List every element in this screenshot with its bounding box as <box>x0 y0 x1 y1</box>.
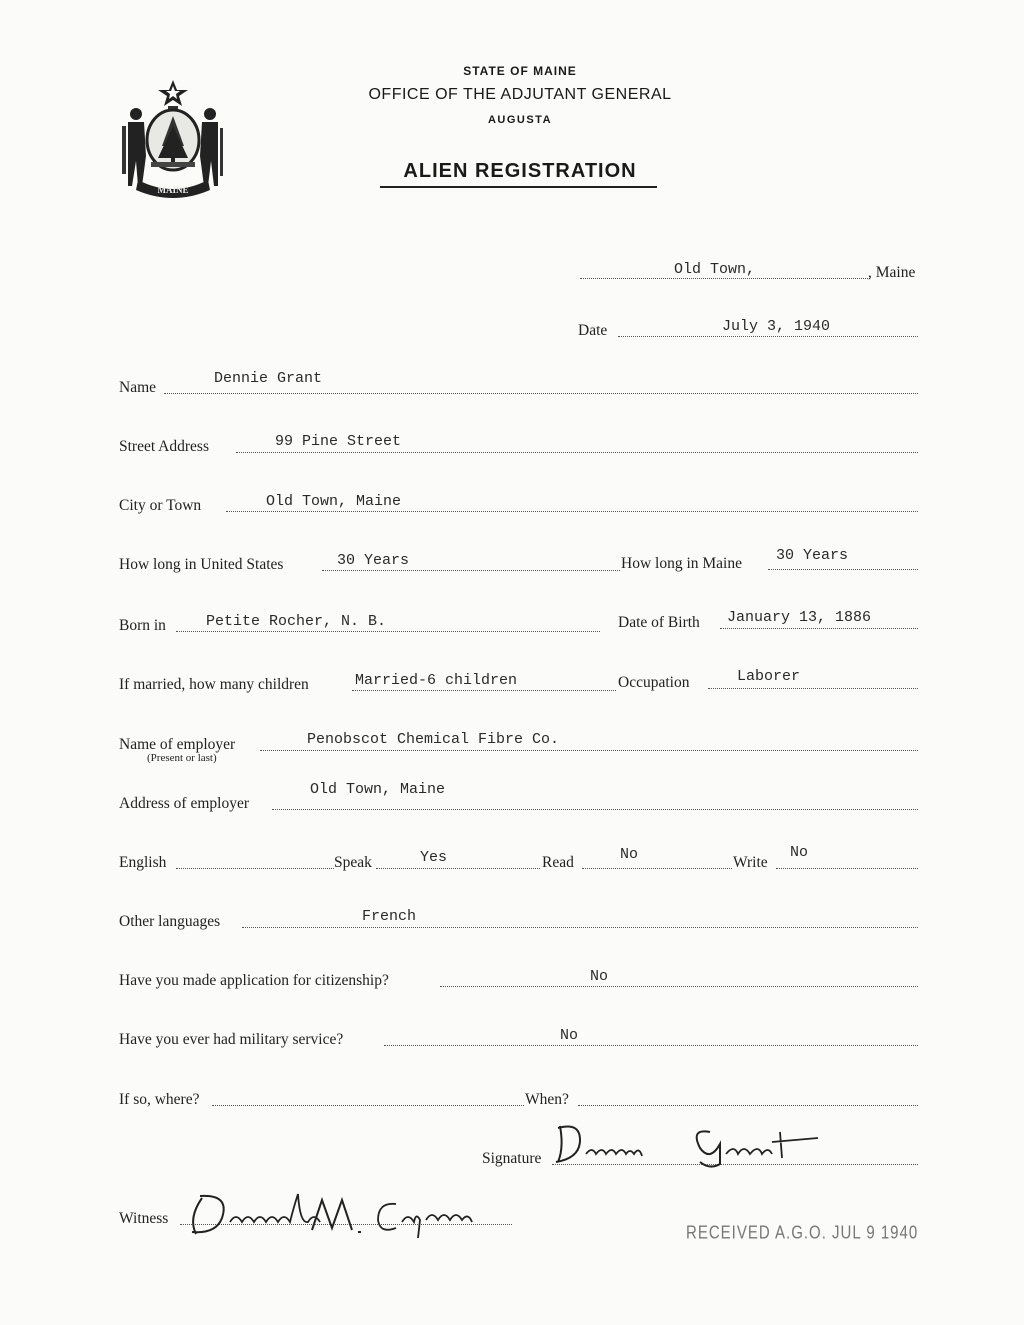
speak-value: Yes <box>420 849 448 866</box>
svg-text:MAINE: MAINE <box>157 185 189 195</box>
read-value: No <box>620 846 639 863</box>
employer-sublabel: (Present or last) <box>147 752 217 764</box>
us-years-line <box>322 570 620 571</box>
other-languages-label: Other languages <box>119 913 221 930</box>
dob-line <box>720 628 918 629</box>
children-line <box>352 690 616 691</box>
city-label: City or Town <box>119 497 202 514</box>
employer-label: Name of employer <box>119 736 236 753</box>
born-in-label: Born in <box>119 617 166 634</box>
employer-address-label: Address of employer <box>119 795 249 812</box>
maine-years-label: How long in Maine <box>621 555 742 572</box>
witness-label: Witness <box>119 1210 169 1227</box>
us-years-value: 30 Years <box>337 552 410 569</box>
occupation-value: Laborer <box>737 668 801 685</box>
signature-handwriting <box>550 1118 830 1170</box>
born-in-line <box>176 631 600 632</box>
military-value: No <box>560 1027 579 1044</box>
write-label: Write <box>733 854 768 871</box>
office-heading: OFFICE OF THE ADJUTANT GENERAL <box>368 86 672 103</box>
citizenship-line <box>440 986 918 987</box>
name-line <box>164 393 918 394</box>
military-label: Have you ever had military service? <box>119 1031 344 1048</box>
dob-value: January 13, 1886 <box>727 609 872 626</box>
occupation-label: Occupation <box>618 674 690 691</box>
city-heading: AUGUSTA <box>487 114 553 126</box>
street-label: Street Address <box>119 438 209 455</box>
us-years-label: How long in United States <box>119 556 284 573</box>
title-underline <box>380 186 657 188</box>
other-languages-value: French <box>362 908 417 925</box>
employer-address-line <box>272 809 918 810</box>
children-label: If married, how many children <box>119 676 309 693</box>
write-value: No <box>790 844 809 861</box>
english-line <box>176 868 334 869</box>
street-value: 99 Pine Street <box>275 433 402 450</box>
english-label: English <box>119 854 167 871</box>
when-line <box>578 1105 918 1106</box>
when-label: When? <box>525 1091 569 1108</box>
name-value: Dennie Grant <box>214 370 323 387</box>
city-line <box>226 511 918 512</box>
write-line <box>776 868 918 869</box>
state-heading: STATE OF MAINE <box>463 64 577 78</box>
maine-years-value: 30 Years <box>776 547 849 564</box>
employer-address-value: Old Town, Maine <box>310 781 446 798</box>
speak-line <box>376 868 540 869</box>
citizenship-label: Have you made application for citizenship? <box>119 972 389 989</box>
employer-value: Penobscot Chemical Fibre Co. <box>307 731 560 748</box>
date-value: July 3, 1940 <box>722 318 831 335</box>
state-label: , Maine <box>868 264 916 281</box>
speak-label: Speak <box>334 854 372 871</box>
date-line <box>618 336 918 337</box>
place-value: Old Town, <box>674 261 756 278</box>
city-value: Old Town, Maine <box>266 493 402 510</box>
born-in-value: Petite Rocher, N. B. <box>206 613 387 630</box>
where-label: If so, where? <box>119 1091 200 1108</box>
witness-handwriting <box>182 1188 502 1244</box>
read-line <box>582 868 732 869</box>
name-label: Name <box>119 379 157 396</box>
dob-label: Date of Birth <box>618 614 700 631</box>
signature-label: Signature <box>482 1150 542 1167</box>
children-value: Married-6 children <box>355 672 518 689</box>
military-line <box>384 1045 918 1046</box>
maine-years-line <box>768 569 918 570</box>
street-line <box>236 452 918 453</box>
employer-line <box>260 750 918 751</box>
received-stamp: RECEIVED A.G.O. JUL 9 1940 <box>686 1222 919 1244</box>
date-label: Date <box>578 322 608 339</box>
where-line <box>212 1105 524 1106</box>
form-title: ALIEN REGISTRATION <box>403 160 637 182</box>
place-line <box>580 278 870 279</box>
read-label: Read <box>542 854 574 871</box>
other-languages-line <box>242 927 918 928</box>
occupation-line <box>708 688 918 689</box>
citizenship-value: No <box>590 968 609 985</box>
